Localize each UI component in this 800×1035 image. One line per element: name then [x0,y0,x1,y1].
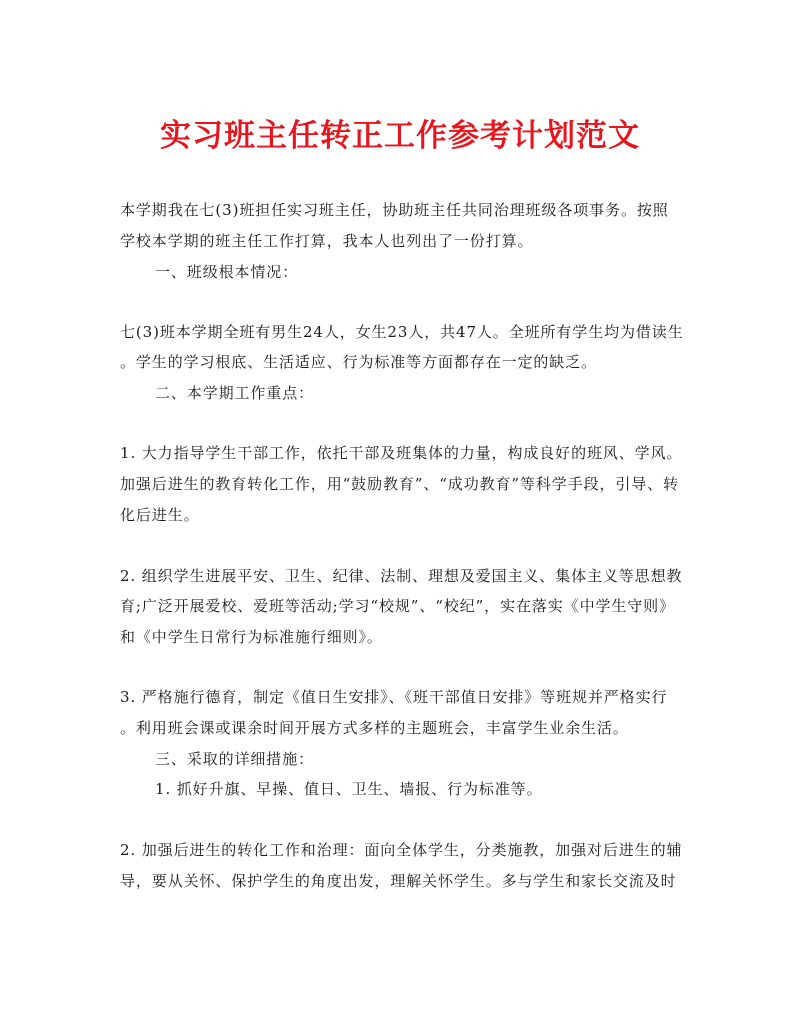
paragraph-line: 育;广泛开展爱校、爱班等活动;学习“校规”、“校纪”，实在落实《中学生守则》 [120,597,675,615]
paragraph-line: 七(3)班本学期全班有男生24人，女生23人，共47人。全班所有学生均为借读生 [120,323,684,341]
paragraph-line: 2. 加强后进生的转化工作和治理：面向全体学生，分类施教，加强对后进生的辅 [120,841,683,859]
paragraph-line: 导，要从关怀、保护学生的角度出发，理解关怀学生。多与学生和家长交流及时 [120,872,677,890]
document-title: 实习班主任转正工作参考计划范文 [160,118,640,154]
paragraph-line: 。学生的学习根底、生活适应、行为标准等方面都存在一定的缺乏。 [120,353,598,371]
paragraph-line: 和《中学生日常行为标准施行细则》。 [120,628,383,646]
list-item: 1. 抓好升旗、早操、值日、卫生、墙报、行为标准等。 [155,780,543,798]
paragraph-line: 3. 严格施行德育，制定《值日生安排》、《班干部值日安排》等班规并严格实行 [120,688,668,706]
section-heading: 一、班级根本情况： [155,263,299,281]
paragraph-line: 2. 组织学生进展平安、卫生、纪律、法制、理想及爱国主义、集体主义等思想教 [120,567,683,585]
section-heading: 三、采取的详细措施： [155,750,315,768]
paragraph-line: 。利用班会课或课余时间开展方式多样的主题班会，丰富学生业余生活。 [120,719,629,737]
paragraph-line: 化后进生。 [120,506,200,524]
paragraph-line: 加强后进生的教育转化工作，用“鼓励教育”、“成功教育”等科学手段，引导、转 [120,475,679,493]
section-heading: 二、本学期工作重点： [155,384,315,402]
paragraph-line: 学校本学期的班主任工作打算，我本人也列出了一份打算。 [120,232,534,250]
paragraph-line: 本学期我在七(3)班担任实习班主任，协助班主任共同治理班级各项事务。按照 [120,201,669,219]
paragraph-line: 1. 大力指导学生干部工作，依托干部及班集体的力量，构成良好的班风、学风。 [120,444,683,462]
